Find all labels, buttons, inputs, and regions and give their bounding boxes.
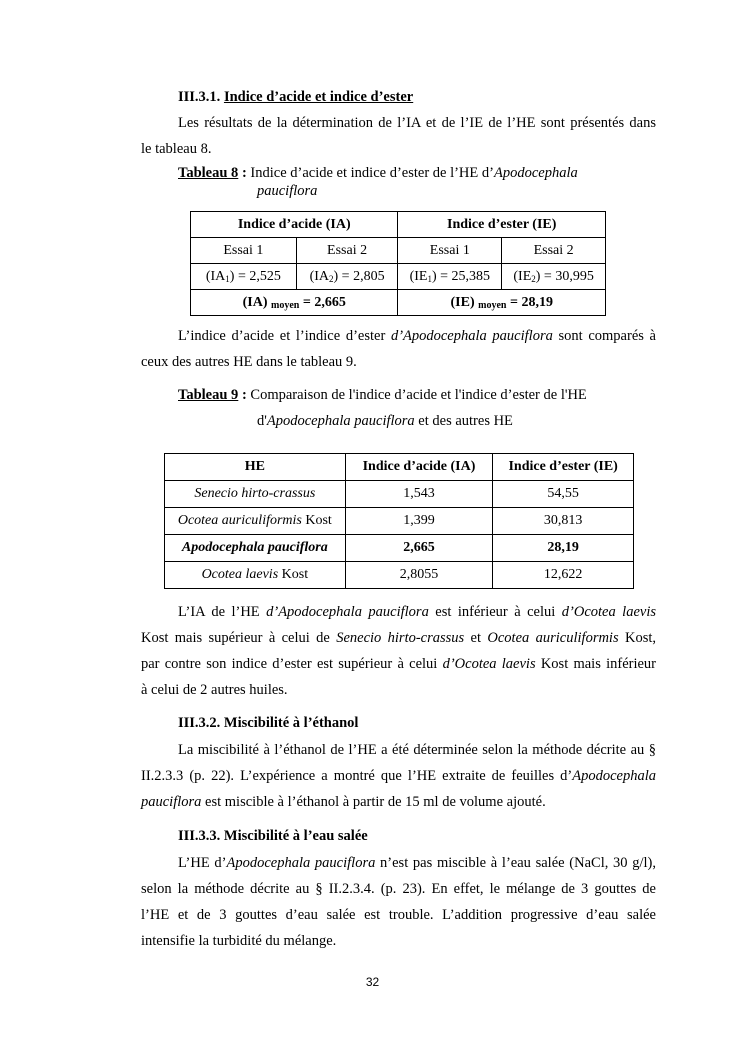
species-cell: Apodocephala pauciflora <box>165 535 346 562</box>
table8-caption: Tableau 8 : Indice d’acide et indice d’ester de l’HE d’Apodocephala <box>178 165 578 181</box>
table-row <box>191 212 606 238</box>
paragraph-line: Les résultats de la détermination de l’IA et de l’IE de l’HE sont présentés dans <box>178 115 656 131</box>
table8-caption-cont: pauciflora <box>257 183 318 199</box>
paragraph-line: selon la méthode décrite au § II.2.3.4. (p. 23). En effet, le mélange de 3 gouttes de <box>141 881 656 897</box>
header-ie: Indice d’ester (IE) <box>508 459 618 474</box>
ia1-cell: $(IA_1) = 2,525$ <box>191 264 297 290</box>
section-heading-3-3-3: III.3.3. Miscibilité à l’eau salée <box>178 828 368 844</box>
paragraph-line: Kost mais supérieur à celui de Senecio hirto-crassus et Ocotea auriculiformis Kost, <box>141 630 656 646</box>
ie-cell: 12,622 <box>493 562 634 589</box>
ia-cell: 2,8055 <box>345 562 493 589</box>
essai-1: Essai 1 <box>191 238 297 264</box>
ia-mean-cell: (IA) $_{moyen}$ = 2,665 <box>191 290 398 316</box>
section-heading-3-3-1 <box>178 88 413 106</box>
essai-2: Essai 2 <box>502 238 606 264</box>
species-cell: Ocotea laevis Kost <box>165 562 346 589</box>
section-heading-3-3-2: III.3.2. Miscibilité à l’éthanol <box>178 715 359 731</box>
species-cell: Senecio hirto-crassus <box>165 481 346 508</box>
paragraph-line: pauciflora est miscible à l’éthanol à partir de 15 ml de volume ajouté. <box>141 794 546 810</box>
table-row <box>191 238 606 264</box>
paragraph-line: intensifie la turbidité du mélange. <box>141 933 337 949</box>
table9-caption-cont: d'Apodocephala pauciflora et des autres HE <box>257 413 513 429</box>
table-row <box>165 481 634 508</box>
table-row <box>165 562 634 589</box>
page-number: 32 <box>365 975 380 989</box>
paragraph-line: l’HE et de 3 gouttes d’eau salée est trouble. L’addition progressive d’eau salée <box>141 907 656 923</box>
table-row <box>191 290 606 316</box>
paragraph-line: L’IA de l’HE d’Apodocephala pauciflora est inférieur à celui d’Ocotea laevis <box>178 604 656 620</box>
paragraph-line: par contre son indice d’ester est supérieur à celui d’Ocotea laevis Kost mais inférieur <box>141 656 656 672</box>
header-ie: Indice d’ester (IE) <box>447 216 557 232</box>
header-he: HE <box>244 459 265 474</box>
paragraph-line: L’indice d’acide et l’indice d’ester d’Apodocephala pauciflora sont comparés à <box>178 328 656 344</box>
ia-cell: 2,665 <box>345 535 493 562</box>
header-ia: Indice d’acide (IA) <box>362 459 476 474</box>
ie-cell: 28,19 <box>493 535 634 562</box>
essai-1: Essai 1 <box>398 238 502 264</box>
essai-2: Essai 2 <box>296 238 398 264</box>
ia-cell: 1,543 <box>345 481 493 508</box>
ie1-cell: $(IE_1) = 25,385$ <box>398 264 502 290</box>
ie2-cell: $(IE_2) = 30,995$ <box>502 264 606 290</box>
ia2-cell: $(IA_2) = 2,805$ <box>296 264 398 290</box>
table8-label: Tableau 8 <box>178 165 239 181</box>
paragraph-line: à celui de 2 autres huiles. <box>141 682 288 698</box>
table-row <box>191 264 606 290</box>
ie-cell: 30,813 <box>493 508 634 535</box>
paragraph-line: II.2.3.3 (p. 22). L’expérience a montré que l’HE extraite de feuilles d’Apodocephala <box>141 768 656 784</box>
paragraph-line: le tableau 8. <box>141 141 212 157</box>
table-row <box>165 454 634 481</box>
ie-cell: 54,55 <box>493 481 634 508</box>
section-number: III.3.1. <box>178 89 221 105</box>
paragraph-line: L’HE d’Apodocephala pauciflora n’est pas miscible à l’eau salée (NaCl, 30 g/l), <box>178 855 657 871</box>
ia-cell: 1,399 <box>345 508 493 535</box>
table9-caption: Tableau 9 : Comparaison de l'indice d’acide et l'indice d’ester de l'HE <box>178 387 587 403</box>
ie-mean-cell: (IE) $_{moyen}$ = 28,19 <box>398 290 606 316</box>
table-8 <box>190 211 606 316</box>
table-row <box>165 508 634 535</box>
species-cell: Ocotea auriculiformis Kost <box>165 508 346 535</box>
section-title: Indice d’acide et indice d’ester <box>223 89 414 105</box>
table9-label: Tableau 9 <box>178 387 239 403</box>
table-9 <box>164 453 634 589</box>
paragraph-line: La miscibilité à l’éthanol de l’HE a été déterminée selon la méthode décrite au § <box>178 742 656 758</box>
paragraph-line: ceux des autres HE dans le tableau 9. <box>141 354 357 370</box>
header-ia: Indice d’acide (IA) <box>237 216 351 232</box>
table-row-highlight <box>165 535 634 562</box>
